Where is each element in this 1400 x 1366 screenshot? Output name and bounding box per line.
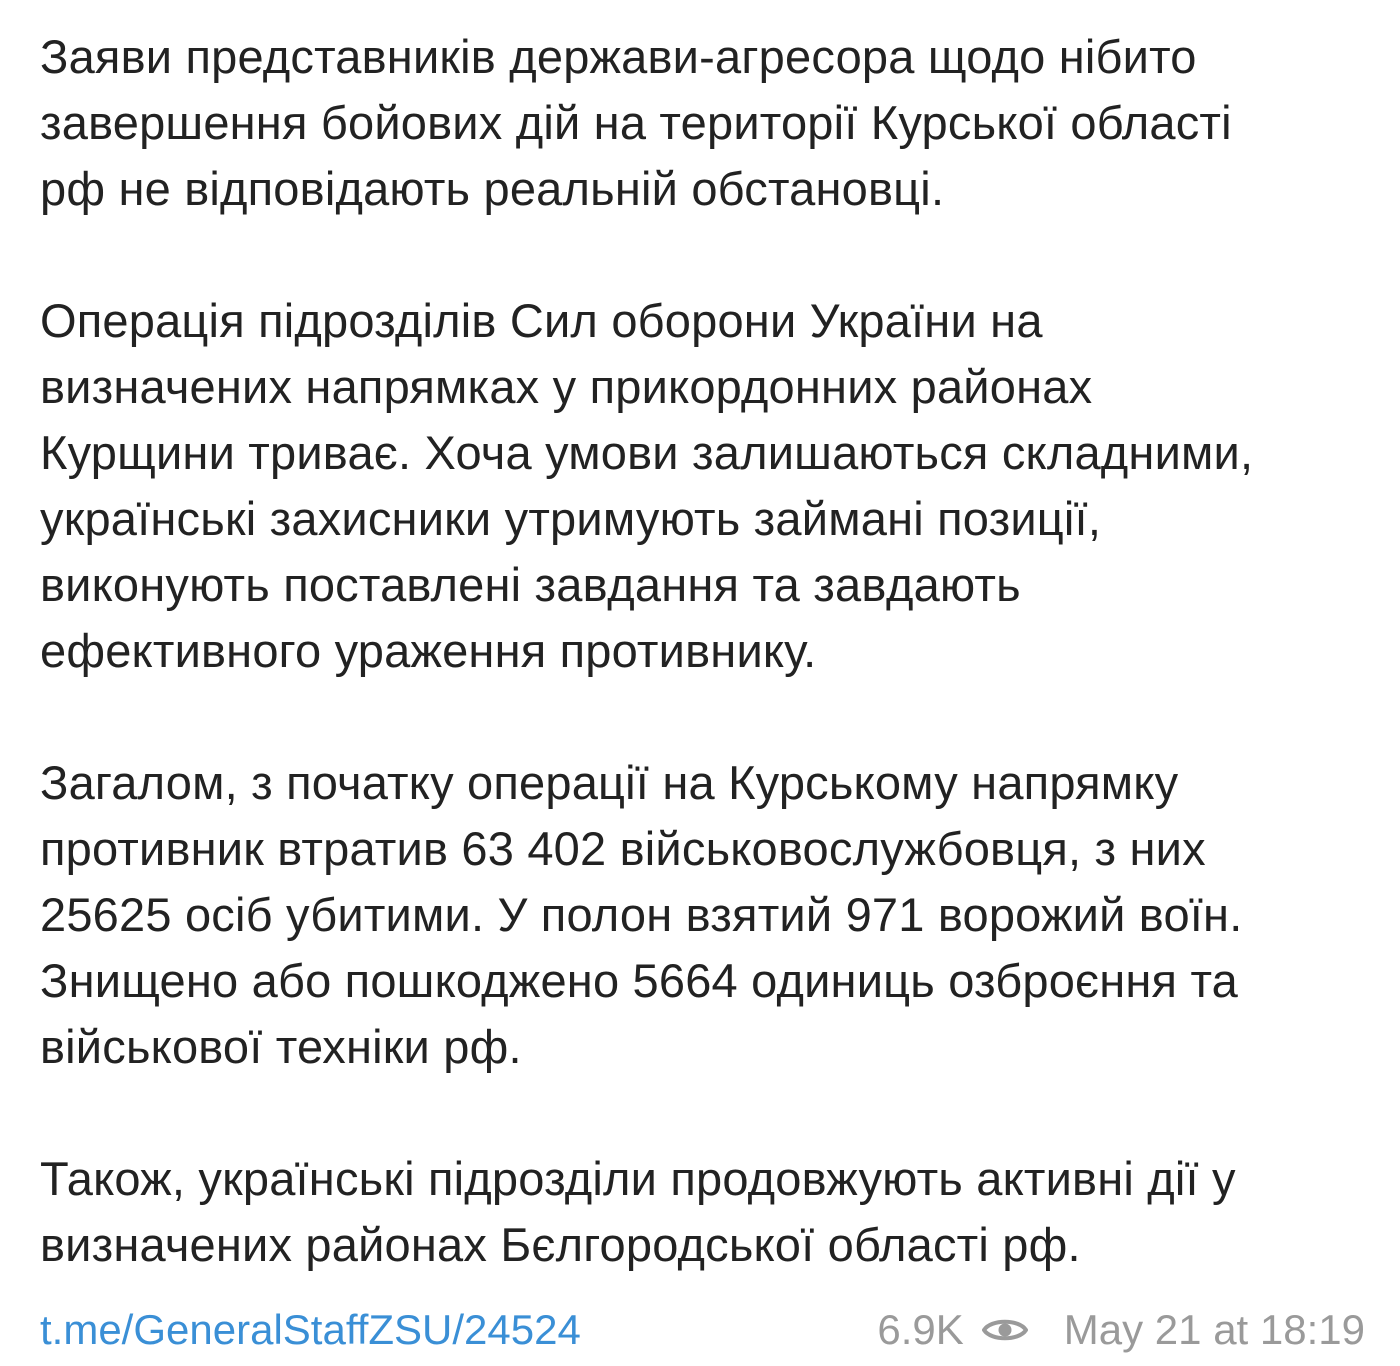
message-timestamp: May 21 at 18:19: [1063, 1306, 1365, 1353]
text-line: військової техніки рф.: [40, 1020, 522, 1073]
text-line: Загалом, з початку операції на Курському напрямку: [40, 756, 1179, 809]
text-line: Операція підрозділів Сил оборони України на: [40, 294, 1043, 347]
text-line: противник втратив 63 402 військовослужбовця, з них: [40, 822, 1206, 875]
eye-icon: [982, 1315, 1028, 1345]
text-line: Заяви представників держави-агресора щодо нібито: [40, 30, 1197, 83]
message-footer: [40, 1300, 1365, 1360]
text-line: виконують поставлені завдання та завдають: [40, 558, 1021, 611]
text-line: ефективного ураження противнику.: [40, 624, 817, 677]
message-body: [40, 24, 1380, 1278]
text-line: визначених районах Бєлгородської області рф.: [40, 1218, 1081, 1271]
message-paragraph-1: [40, 24, 1380, 222]
message-paragraph-2: [40, 288, 1380, 684]
text-line: завершення бойових дій на території Курської області: [40, 96, 1232, 149]
text-line: Знищено або пошкоджено 5664 одиниць озброєння та: [40, 954, 1238, 1007]
text-line: Курщини триває. Хоча умови залишаються складними,: [40, 426, 1254, 479]
message-paragraph-4: [40, 1146, 1380, 1278]
text-line: рф не відповідають реальній обстановці.: [40, 162, 945, 215]
post-link[interactable]: t.me/GeneralStaffZSU/24524: [40, 1306, 581, 1353]
message-meta: [877, 1306, 1365, 1354]
text-line: українські захисники утримують займані позиції,: [40, 492, 1102, 545]
text-line: 25625 осіб убитими. У полон взятий 971 ворожий воїн.: [40, 888, 1243, 941]
text-line: Також, українські підрозділи продовжують активні дії у: [40, 1152, 1236, 1205]
text-line: визначених напрямках у прикордонних районах: [40, 360, 1093, 413]
message-paragraph-3: [40, 750, 1380, 1080]
view-count: 6.9K: [877, 1306, 964, 1353]
